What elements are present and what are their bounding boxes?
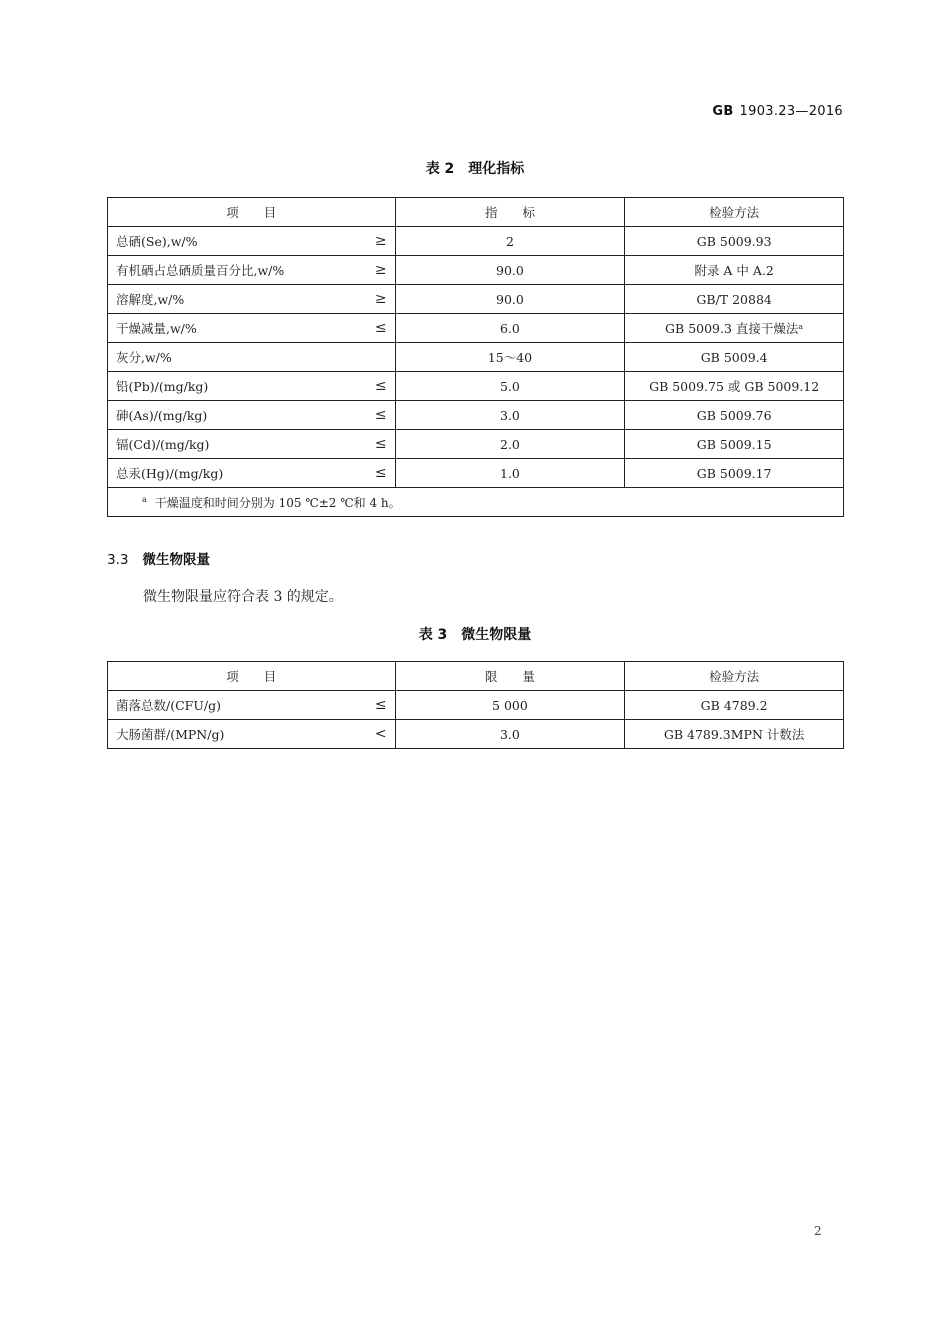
item-cell: [108, 720, 396, 749]
standard-code: GB: [712, 104, 734, 119]
method-cell: GB 5009.75 或 GB 5009.12: [625, 372, 844, 401]
value-cell: 2: [395, 227, 625, 256]
standard-header: [712, 104, 843, 119]
item-label: 干燥减量,w/%: [116, 321, 197, 336]
footnote-mark: a: [142, 494, 147, 504]
method-cell: GB 5009.4: [625, 343, 844, 372]
comparison-symbol: ≥: [374, 262, 387, 278]
value-cell: 3.0: [395, 401, 625, 430]
method-cell: GB 5009.3 直接干燥法ᵃ: [625, 314, 844, 343]
value-cell: 90.0: [395, 256, 625, 285]
value-cell: 5 000: [395, 691, 625, 720]
method-cell: GB 5009.17: [625, 459, 844, 488]
item-label: 溶解度,w/%: [116, 292, 185, 307]
table-row: [108, 343, 844, 372]
section-heading: [107, 548, 210, 568]
item-cell: [108, 314, 396, 343]
table-footnote-row: [108, 488, 844, 517]
item-cell: [108, 256, 396, 285]
method-cell: GB 4789.2: [625, 691, 844, 720]
table-header-row: [108, 198, 844, 227]
item-cell: [108, 459, 396, 488]
method-cell: GB 5009.76: [625, 401, 844, 430]
table-row: [108, 256, 844, 285]
item-label: 砷(As)/(mg/kg): [116, 408, 208, 423]
column-header-item: 项 目: [108, 662, 396, 691]
item-cell: [108, 430, 396, 459]
comparison-symbol: ≤: [374, 407, 387, 423]
value-cell: 2.0: [395, 430, 625, 459]
table-row: [108, 430, 844, 459]
comparison-symbol: ≤: [374, 436, 387, 452]
body-paragraph: 微生物限量应符合表 3 的规定。: [143, 589, 343, 605]
comparison-symbol: ≤: [374, 378, 387, 394]
column-header-method: 检验方法: [625, 662, 844, 691]
table2-caption: 表 2 理化指标: [425, 161, 525, 177]
item-cell: [108, 285, 396, 314]
column-header-method: 检验方法: [625, 198, 844, 227]
method-cell: GB 4789.3MPN 计数法: [625, 720, 844, 749]
item-label: 菌落总数/(CFU/g): [116, 698, 221, 713]
value-cell: 1.0: [395, 459, 625, 488]
item-label: 有机硒占总硒质量百分比,w/%: [116, 263, 285, 278]
comparison-symbol: ≤: [374, 320, 387, 336]
value-cell: 3.0: [395, 720, 625, 749]
table3: [107, 661, 844, 749]
footnote-text: 干燥温度和时间分别为 105 ℃±2 ℃和 4 h。: [154, 495, 401, 510]
table-header-row: [108, 662, 844, 691]
value-cell: 15～40: [395, 343, 625, 372]
method-cell: GB 5009.15: [625, 430, 844, 459]
section-title: 微生物限量: [142, 552, 210, 568]
item-cell: [108, 401, 396, 430]
table-row: [108, 314, 844, 343]
value-cell: 6.0: [395, 314, 625, 343]
table-row: [108, 401, 844, 430]
page-number: 2: [814, 1224, 822, 1238]
comparison-symbol: ≥: [374, 291, 387, 307]
table-row: [108, 720, 844, 749]
table-footnote: [108, 488, 844, 517]
comparison-symbol: <: [374, 726, 387, 742]
item-label: 总硒(Se),w/%: [116, 234, 198, 249]
table-row: [108, 459, 844, 488]
comparison-symbol: ≤: [374, 697, 387, 713]
item-label: 总汞(Hg)/(mg/kg): [116, 466, 224, 481]
item-cell: [108, 372, 396, 401]
item-label: 大肠菌群/(MPN/g): [116, 727, 225, 742]
comparison-symbol: ≥: [374, 233, 387, 249]
table-row: [108, 691, 844, 720]
standard-number: 1903.23—2016: [739, 104, 843, 119]
table-row: [108, 285, 844, 314]
item-label: 灰分,w/%: [116, 350, 172, 365]
method-cell: 附录 A 中 A.2: [625, 256, 844, 285]
item-cell: [108, 343, 396, 372]
column-header-limit: 限 量: [395, 662, 625, 691]
column-header-value: 指 标: [395, 198, 625, 227]
table3-caption: 表 3 微生物限量: [418, 627, 532, 643]
item-label: 镉(Cd)/(mg/kg): [116, 437, 210, 452]
column-header-item: 项 目: [108, 198, 396, 227]
table2: [107, 197, 844, 517]
item-label: 铅(Pb)/(mg/kg): [116, 379, 209, 394]
value-cell: 90.0: [395, 285, 625, 314]
comparison-symbol: ≤: [374, 465, 387, 481]
section-number: 3.3: [107, 552, 129, 568]
item-cell: [108, 691, 396, 720]
method-cell: GB 5009.93: [625, 227, 844, 256]
table-row: [108, 227, 844, 256]
value-cell: 5.0: [395, 372, 625, 401]
table-row: [108, 372, 844, 401]
item-cell: [108, 227, 396, 256]
method-cell: GB/T 20884: [625, 285, 844, 314]
